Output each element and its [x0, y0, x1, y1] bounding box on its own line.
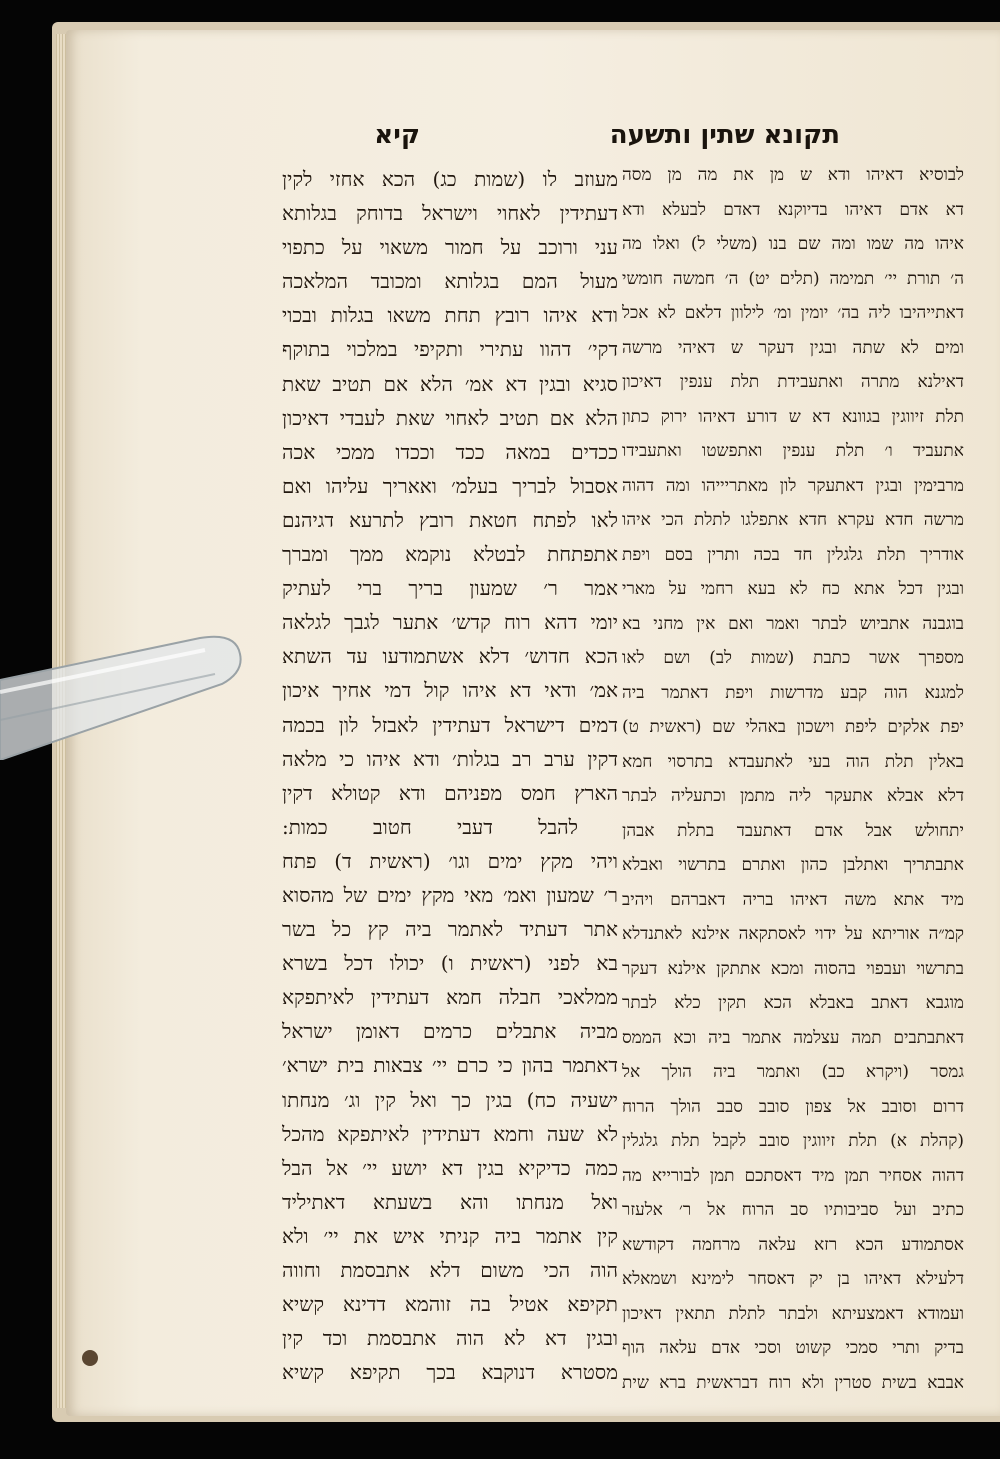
right-column-line: מרבימין ובגין דאתעקר לון מאתריייהו ומה דהוה	[622, 475, 964, 496]
right-column-line: בדיק ותרי סמכי קשוט וסכי אדם עלאה הוף	[622, 1338, 964, 1358]
right-column-line: בוגבנה אתביוש לבתר ואמר ואם אין מחני בא	[622, 613, 964, 634]
right-column-line: מרשה חדא עקרא חדא אתפלגו לתלת הכי איהו	[622, 510, 964, 530]
right-column-line: ובגין דכל אתא כח לא בעא רחמי על מארי	[622, 579, 964, 599]
right-column-line: קמ״ה אוריתא על ידוי לאסתקאה אילנא לאתנדלא	[622, 924, 964, 944]
left-column-line: דעתידין לאחוי וישראל בדוחק בגלותא	[282, 201, 618, 226]
left-column-line: דמים דישראל דעתידין לאבזל לון בכמה	[282, 712, 618, 737]
right-column-line: דהוה אסחיר תמן מיד דאסתכם תמן לבורייא מה	[622, 1165, 964, 1186]
left-column-line: ובגין דא לא הוה אתבסמת וכד קין	[282, 1326, 618, 1351]
right-column-line: דרום וסובב אל צפון סובב סבב הולך הרוח	[622, 1096, 964, 1117]
right-text-column	[622, 158, 964, 1400]
left-column-line: ישעיה כח) בגין כך ואל קין וג׳ מנחתו	[282, 1087, 618, 1112]
right-column-line: איהו מה שמו ומה שם בנו (משלי ל) ואלו מה	[622, 234, 964, 254]
left-column-line: אמר ר׳ שמעון בריך ברי לעתיק	[282, 576, 618, 601]
right-column-line: אתבתריך ואתלבן כהון ואתרם בתרשוי ואבלא	[622, 855, 964, 875]
left-column-line: אסבול לבריך בעלמ׳ ואאריך עליהו ואם	[282, 473, 618, 498]
right-column-line: אסתמודע הכא רזא עלאה מרחמה דקודשא	[622, 1234, 964, 1255]
left-column-line: עני ורוכב על חמור משאוי על כתפוי	[282, 235, 618, 260]
left-column-line: ויהי מקץ ימים וגו׳ (ראשית ד) פתח	[282, 848, 618, 873]
left-column-line: דאתמר בהון כי כרם יי׳ צבאות בית ישרא׳	[282, 1053, 618, 1078]
right-column-line: יתחולש אבל אדם דאתעבד בתלת אבהן	[622, 820, 964, 841]
left-column-line: יומי דהא רוח קדש׳ אתער לגבך לגלאה	[282, 610, 618, 635]
right-column-line: אודריך תלת גלגלין חד בכה ותרין בסם ויפת	[622, 544, 964, 565]
left-column-line: אתר דעתיד לאתמר ביה קץ כל בשר	[282, 917, 618, 942]
left-column-line: מסטרא דנוקבא בכך תקיפא קשיא	[282, 1360, 618, 1385]
right-column-line: ומים לא שתה ובגין דעקר ש דאיהי מרשה	[622, 337, 964, 358]
left-column-line: לאו לפתח חטאת רובץ לתרעא דגיהנם	[282, 507, 618, 532]
right-column-line: גמסר (ויקרא כב) ואתמר ביה הולך אל	[622, 1062, 964, 1082]
tweezers-icon	[0, 610, 260, 760]
right-column-line: אתעביד ו׳ תלת ענפין ואתפשטו ואתעבידו	[622, 441, 964, 461]
left-text-column	[282, 162, 618, 1389]
left-column-line: ודא איהו רובץ תחת משאו בגלות ובכוי	[282, 303, 618, 328]
right-column-line: ועמודא דאמצעיתא ולבתר לתלת תתאין דאיכון	[622, 1303, 964, 1324]
left-column-line: דקין ערב רב בגלות׳ ודא איהו כי מלאה	[282, 746, 618, 771]
left-column-line: ממלאכי חבלה חמא דעתידין לאיתפקא	[282, 985, 618, 1010]
right-column-line: דאתייהיבו ליה בה׳ יומין ומ׳ לילוון דלאם לא אכל	[622, 303, 964, 323]
right-column-line: דלא אבלא אתעקר ליה מתמן וכתעליה לבתר	[622, 786, 964, 806]
right-column-line: באלין תלת הוה בעי לאתעבדא בתרסוי חמא	[622, 751, 964, 772]
left-column-line: סגיא ובגין דא אמ׳ הלא אם תטיב שאת	[282, 371, 618, 396]
binding-hole	[82, 1350, 98, 1366]
right-column-line: לבוסיא דאיהו ודא ש מן את מה מן מסה	[622, 165, 964, 185]
running-title: תקונא שתין ותשעה	[609, 120, 840, 150]
right-column-line: יפת אלקים ליפת וישכון באהלי שם (ראשית ט)	[622, 717, 964, 737]
page-header	[300, 120, 900, 160]
right-column-line: דא אדם דאיהו בדיוקנא דאדם לבעלא ודא	[622, 199, 964, 220]
right-column-line: (קהלת א) תלת זיווגין סובב לקבל תלת גלגלין	[622, 1131, 964, 1151]
left-column-line: לא שעה וחמא דעתידין לאיתפקא מהכל	[282, 1121, 618, 1146]
right-column-line: כתיב ועל סביבותיו סב הרוח אל ר׳ אלעזר	[622, 1200, 964, 1220]
right-column-line: דאתבתבים תמה עצלמה אתמר ביה וכא הממס	[622, 1027, 964, 1048]
right-column-line: מוגבא דאתב באבלא הכא תקין כלא לבתר	[622, 993, 964, 1013]
left-column-line: דקי׳ דהוו עתירי ותקיפי במלכוי בתוקף	[282, 337, 618, 362]
right-column-line: אבבא בשית סטרין ולא רוח דבראשית ברא שית	[622, 1372, 964, 1393]
left-column-line: מביה אתבלים כרמים דאומן ישראל	[282, 1019, 618, 1044]
left-column-line: אתפתחת לבטלא נוקמא ממך ומברך	[282, 542, 618, 567]
left-column-line: הלא אם תטיב לאחוי שאת לעבדי דאיכון	[282, 405, 618, 430]
left-column-line: מעול המם בגלותא ומכובד המלאכה	[282, 269, 618, 294]
right-column-line: דאילנא מתרה ואתעבידת תלת ענפין דאיכון	[622, 372, 964, 392]
right-column-line: דלעילא דאיהו בן יק דאסחר לימינא ושמאלא	[622, 1269, 964, 1289]
left-column-line: להבל דעבי חטוב כמות:	[282, 814, 578, 839]
left-column-line: ואל מנחתו והא בשעתא דאתיליד	[282, 1189, 618, 1214]
right-column-line: מספרך אשר כתבת (שמות לב) ושם לאו	[622, 648, 964, 668]
right-column-line: בתרשוי ועבפוי בהסוה ומכא אתתקן אילנא דעקר	[622, 958, 964, 979]
right-column-line: מיד אתא משה דאיהו בריה דאברהם ויהיב	[622, 889, 964, 910]
folio-number: קיא	[374, 120, 420, 150]
left-column-line: הכא חדוש׳ דלא אשתמודעו עד השתא	[282, 644, 618, 669]
left-column-line: תקיפא אטיל בה זוהמא דדינא קשיא	[282, 1292, 618, 1317]
right-column-line: ה׳ תורת יי׳ תמימה (תלים יט) ה׳ חמשה חומשי	[622, 268, 964, 289]
left-column-line: אמ׳ ודאי דא איהו קול דמי אחיך איכון	[282, 678, 618, 703]
left-column-line: ככדים במאה ככד וככדו ממכי אכה	[282, 439, 618, 464]
left-column-line: כמה כדיקיא בגין דא יושע יי׳ אל הבל	[282, 1155, 618, 1180]
left-column-line: הוה הכי משום דלא אתבסמת וחווה	[282, 1258, 618, 1282]
left-column-line: מעוזב לו (שמות כג) הכא אחזי לקין	[282, 167, 618, 191]
left-column-line: הארץ חמס מפניהם ודא קטולא דקין	[282, 780, 618, 805]
left-column-line: קין אתמר ביה קניתי איש את יי׳ ולא	[282, 1223, 618, 1248]
right-column-line: למגנא הוה קבע מדרשות ויפת דאתמר ביה	[622, 682, 964, 703]
left-column-line: בא לפני (ראשית ו) יכולו דכל בשרא	[282, 951, 618, 976]
left-column-line: ר׳ שמעון ואמ׳ מאי מקץ ימים של מהסוא	[282, 882, 618, 907]
right-column-line: תלת זיווגין בגוונא דא ש דורע דאיהו ירוק כתון	[622, 406, 964, 427]
